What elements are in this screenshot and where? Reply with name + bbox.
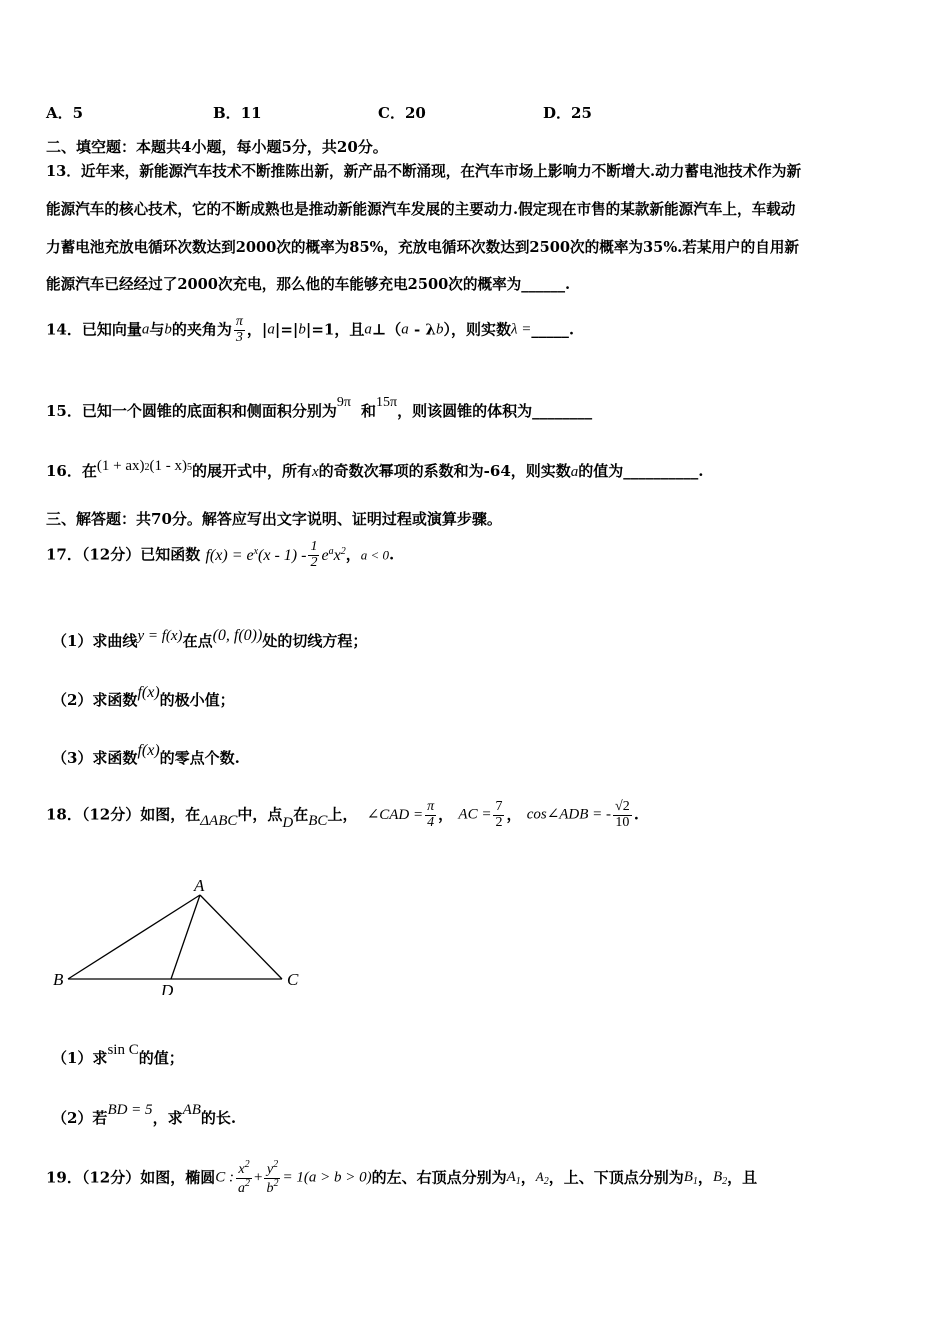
q13-line-2: 能源汽车的核心技术，它的不断成熟也是推动新能源汽车发展的主要动力.假定现在市售的某款新能源汽车上，车载动 xyxy=(46,201,796,218)
triangle-figure xyxy=(48,875,308,995)
q13-line-4: 能源汽车已经经过了2000次充电，那么他的车能够充电2500次的概率为______. xyxy=(46,276,571,293)
segment-ad xyxy=(171,895,200,979)
choice-d: D．25 xyxy=(543,104,592,122)
q13-line-1: 13．近年来，新能源汽车技术不断推陈出新，新产品不断涌现，在汽车市场上影响力不断增大.动力蓄电池技术作为新 xyxy=(46,163,802,180)
q14: 14．已知向量a与b的夹角为 $\frac{\pi}{3}$ ，|a|=|b|=1，且a⊥（a - λb），则实数λ =_____. xyxy=(46,314,575,345)
side-ac xyxy=(200,895,282,979)
q17-part-2: （2）求函数f(x)的极小值； xyxy=(52,684,235,709)
q19-stem: 19．（12分）如图，椭圆C : $\frac{x^2}{a^2}$ + $\frac{y^2}{b^2}$ = 1(a > b > 0)的左、右顶点分别为$A_1$，$A_2$，上、下顶点分别为$B_1$，$B_2$，且 xyxy=(46,1159,758,1196)
q18-part-1: （1）求sin C的值； xyxy=(52,1042,184,1067)
q18-part-2: （2）若BD = 5，求AB的长. xyxy=(52,1102,237,1127)
point-d: D xyxy=(161,981,174,995)
q18-stem: 18．（12分）如图，在ΔABC中，点D在BC上， ∠CAD = $\frac{\pi}{4}$ ， AC = $\frac{7}{2}$ ， cos∠ADB = - $\frac{√2}{10}$ . xyxy=(46,799,639,832)
choice-a: A．5 xyxy=(46,104,84,122)
q17-stem: 17．（12分）已知函数 $f(x) = e^x(x - 1)$ - $\frac{1}{2}$ $e^ax^2$，a < 0. xyxy=(46,539,395,570)
pi-over-3: $\frac{\pi}{3}$ xyxy=(235,314,243,345)
q15: 15．已知一个圆锥的底面积和侧面积分别为9π 和15π，则该圆锥的体积为________ xyxy=(46,395,593,420)
vertex-c: C xyxy=(287,970,299,989)
choice-b: B．11 xyxy=(213,104,262,122)
q16: 16．在(1 + ax)$^2$(1 - x)$^5$的展开式中，所有x的奇数次幂项的系数和为-64，则实数a的值为__________. xyxy=(46,458,704,480)
side-ab xyxy=(68,895,200,979)
vertex-b: B xyxy=(53,970,64,989)
choice-c: C．20 xyxy=(378,104,426,122)
q17-part-1: （1）求曲线y = f(x)在点(0, f(0))处的切线方程； xyxy=(52,627,368,650)
section-3-heading: 三、解答题：共70分。解答应写出文字说明、证明过程或演算步骤。 xyxy=(46,510,502,528)
q17-part-3: （3）求函数f(x)的零点个数. xyxy=(52,742,240,767)
q13-line-3: 力蓄电池充放电循环次数达到2000次的概率为85%，充放电循环次数达到2500次的概率为35%.若某用户的自用新 xyxy=(46,239,800,256)
section-2-heading: 二、填空题：本题共4小题，每小题5分，共20分。 xyxy=(46,138,388,156)
vertex-a: A xyxy=(194,876,205,895)
